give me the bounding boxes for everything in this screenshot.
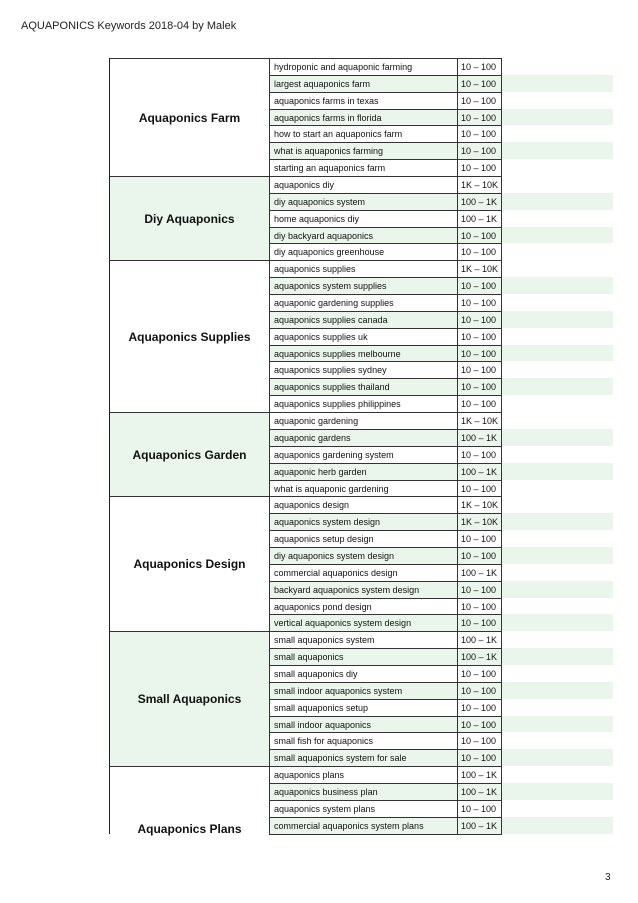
keyword-cell: commercial aquaponics design xyxy=(269,564,458,581)
keyword-cell: aquaponics supplies philippines xyxy=(269,395,458,412)
table-row xyxy=(269,429,613,446)
volume-cell: 1K – 10K xyxy=(458,412,502,429)
table-row xyxy=(269,817,613,834)
keyword-cell: diy backyard aquaponics xyxy=(269,227,458,244)
volume-cell: 10 – 100 xyxy=(458,547,502,564)
keyword-cell: commercial aquaponics system plans xyxy=(269,817,458,834)
volume-cell: 100 – 1K xyxy=(458,564,502,581)
volume-cell: 10 – 100 xyxy=(458,446,502,463)
volume-cell: 10 – 100 xyxy=(458,328,502,345)
table-row xyxy=(269,800,613,817)
keyword-cell: aquaponics farms in texas xyxy=(269,92,458,109)
table-row xyxy=(269,109,613,126)
table-row xyxy=(269,480,613,497)
keyword-cell: small aquaponics system for sale xyxy=(269,749,458,766)
group-label: Aquaponics Design xyxy=(110,496,269,631)
volume-cell: 1K – 10K xyxy=(458,513,502,530)
keyword-cell: aquaponics gardening system xyxy=(269,446,458,463)
table-row xyxy=(269,530,613,547)
table-row xyxy=(269,665,613,682)
keyword-cell: small aquaponics setup xyxy=(269,699,458,716)
table-row xyxy=(269,345,613,362)
keyword-cell: diy aquaponics system design xyxy=(269,547,458,564)
keyword-cell: aquaponic gardening supplies xyxy=(269,294,458,311)
table-row xyxy=(269,446,613,463)
volume-cell: 10 – 100 xyxy=(458,345,502,362)
volume-cell: 100 – 1K xyxy=(458,429,502,446)
table-row xyxy=(269,614,613,631)
keyword-cell: hydroponic and aquaponic farming xyxy=(269,58,458,75)
volume-cell: 100 – 1K xyxy=(458,648,502,665)
keyword-cell: aquaponics supplies uk xyxy=(269,328,458,345)
volume-cell: 10 – 100 xyxy=(458,581,502,598)
document-header: AQUAPONICS Keywords 2018-04 by Malek xyxy=(21,20,237,32)
volume-cell: 10 – 100 xyxy=(458,800,502,817)
keyword-cell: aquaponics supplies thailand xyxy=(269,378,458,395)
table-row xyxy=(269,648,613,665)
volume-cell: 10 – 100 xyxy=(458,598,502,615)
keyword-cell: aquaponics diy xyxy=(269,176,458,193)
volume-cell: 10 – 100 xyxy=(458,92,502,109)
keyword-cell: how to start an aquaponics farm xyxy=(269,125,458,142)
group-label: Aquaponics Supplies xyxy=(110,260,269,412)
keyword-cell: aquaponics supplies canada xyxy=(269,311,458,328)
table-row xyxy=(269,260,613,277)
keyword-cell: aquaponic gardens xyxy=(269,429,458,446)
volume-cell: 10 – 100 xyxy=(458,227,502,244)
keyword-cell: aquaponics system design xyxy=(269,513,458,530)
keyword-cell: aquaponics supplies sydney xyxy=(269,361,458,378)
table-row xyxy=(269,210,613,227)
keyword-cell: home aquaponics diy xyxy=(269,210,458,227)
keyword-cell: aquaponics plans xyxy=(269,766,458,783)
table-row xyxy=(269,496,613,513)
volume-cell: 10 – 100 xyxy=(458,277,502,294)
table-row xyxy=(269,395,613,412)
volume-cell: 10 – 100 xyxy=(458,732,502,749)
volume-cell: 10 – 100 xyxy=(458,480,502,497)
table-row xyxy=(269,598,613,615)
keyword-cell: small indoor aquaponics system xyxy=(269,682,458,699)
volume-cell: 100 – 1K xyxy=(458,210,502,227)
volume-cell: 10 – 100 xyxy=(458,699,502,716)
volume-cell: 10 – 100 xyxy=(458,682,502,699)
keyword-cell: diy aquaponics greenhouse xyxy=(269,243,458,260)
keyword-cell: largest aquaponics farm xyxy=(269,75,458,92)
group-label: Diy Aquaponics xyxy=(110,176,269,260)
group-label: Aquaponics Garden xyxy=(110,412,269,496)
keyword-cell: what is aquaponic gardening xyxy=(269,480,458,497)
keyword-cell: small fish for aquaponics xyxy=(269,732,458,749)
keyword-cell: aquaponics farms in florida xyxy=(269,109,458,126)
table-row xyxy=(269,581,613,598)
table-row xyxy=(269,243,613,260)
volume-cell: 10 – 100 xyxy=(458,614,502,631)
table-row xyxy=(269,125,613,142)
keyword-cell: aquaponics supplies xyxy=(269,260,458,277)
volume-cell: 10 – 100 xyxy=(458,58,502,75)
table-row xyxy=(269,311,613,328)
volume-cell: 10 – 100 xyxy=(458,716,502,733)
table-row xyxy=(269,159,613,176)
volume-cell: 1K – 10K xyxy=(458,176,502,193)
table-row xyxy=(269,682,613,699)
page-number: 3 xyxy=(605,872,611,883)
keyword-cell: aquaponics business plan xyxy=(269,783,458,800)
table-row xyxy=(269,92,613,109)
volume-cell: 100 – 1K xyxy=(458,817,502,834)
table-row xyxy=(269,142,613,159)
volume-cell: 1K – 10K xyxy=(458,496,502,513)
volume-cell: 10 – 100 xyxy=(458,311,502,328)
keyword-cell: small aquaponics diy xyxy=(269,665,458,682)
volume-cell: 10 – 100 xyxy=(458,530,502,547)
volume-cell: 10 – 100 xyxy=(458,159,502,176)
volume-cell: 100 – 1K xyxy=(458,766,502,783)
group-label: Aquaponics Plans xyxy=(110,766,269,835)
table-row xyxy=(269,378,613,395)
keyword-cell: aquaponics system plans xyxy=(269,800,458,817)
volume-cell: 10 – 100 xyxy=(458,378,502,395)
volume-cell: 100 – 1K xyxy=(458,631,502,648)
table-row xyxy=(269,328,613,345)
keyword-cell: aquaponics design xyxy=(269,496,458,513)
table-row xyxy=(269,564,613,581)
volume-cell: 1K – 10K xyxy=(458,260,502,277)
table-row xyxy=(269,277,613,294)
table-row xyxy=(269,783,613,800)
volume-cell: 100 – 1K xyxy=(458,783,502,800)
table-row xyxy=(269,699,613,716)
keyword-cell: aquaponic gardening xyxy=(269,412,458,429)
volume-cell: 10 – 100 xyxy=(458,294,502,311)
table-row xyxy=(269,716,613,733)
table-row xyxy=(269,732,613,749)
table-row xyxy=(269,631,613,648)
volume-cell: 10 – 100 xyxy=(458,109,502,126)
keyword-cell: small indoor aquaponics xyxy=(269,716,458,733)
keyword-cell: small aquaponics system xyxy=(269,631,458,648)
keyword-cell: vertical aquaponics system design xyxy=(269,614,458,631)
table-row xyxy=(269,766,613,783)
volume-cell: 10 – 100 xyxy=(458,665,502,682)
keyword-cell: aquaponics setup design xyxy=(269,530,458,547)
group-label: Small Aquaponics xyxy=(110,631,269,766)
volume-cell: 10 – 100 xyxy=(458,395,502,412)
keyword-cell: aquaponics supplies melbourne xyxy=(269,345,458,362)
volume-cell: 10 – 100 xyxy=(458,243,502,260)
table-row xyxy=(269,227,613,244)
volume-cell: 10 – 100 xyxy=(458,361,502,378)
table-row xyxy=(269,513,613,530)
table-row xyxy=(269,463,613,480)
volume-cell: 100 – 1K xyxy=(458,193,502,210)
table-row xyxy=(269,412,613,429)
volume-cell: 10 – 100 xyxy=(458,749,502,766)
volume-cell: 10 – 100 xyxy=(458,75,502,92)
keyword-cell: diy aquaponics system xyxy=(269,193,458,210)
volume-cell: 100 – 1K xyxy=(458,463,502,480)
group-label: Aquaponics Farm xyxy=(110,58,269,176)
table-row xyxy=(269,547,613,564)
table-row xyxy=(269,75,613,92)
table-bottom-border xyxy=(269,834,502,835)
keyword-cell: aquaponics pond design xyxy=(269,598,458,615)
table-row xyxy=(269,58,613,75)
keyword-cell: aquaponic herb garden xyxy=(269,463,458,480)
keyword-cell: starting an aquaponics farm xyxy=(269,159,458,176)
volume-cell: 10 – 100 xyxy=(458,125,502,142)
keyword-cell: aquaponics system supplies xyxy=(269,277,458,294)
table-row xyxy=(269,176,613,193)
table-row xyxy=(269,294,613,311)
keyword-cell: small aquaponics xyxy=(269,648,458,665)
volume-cell: 10 – 100 xyxy=(458,142,502,159)
keyword-cell: backyard aquaponics system design xyxy=(269,581,458,598)
table-row xyxy=(269,193,613,210)
table-row xyxy=(269,361,613,378)
keyword-cell: what is aquaponics farming xyxy=(269,142,458,159)
table-row xyxy=(269,749,613,766)
